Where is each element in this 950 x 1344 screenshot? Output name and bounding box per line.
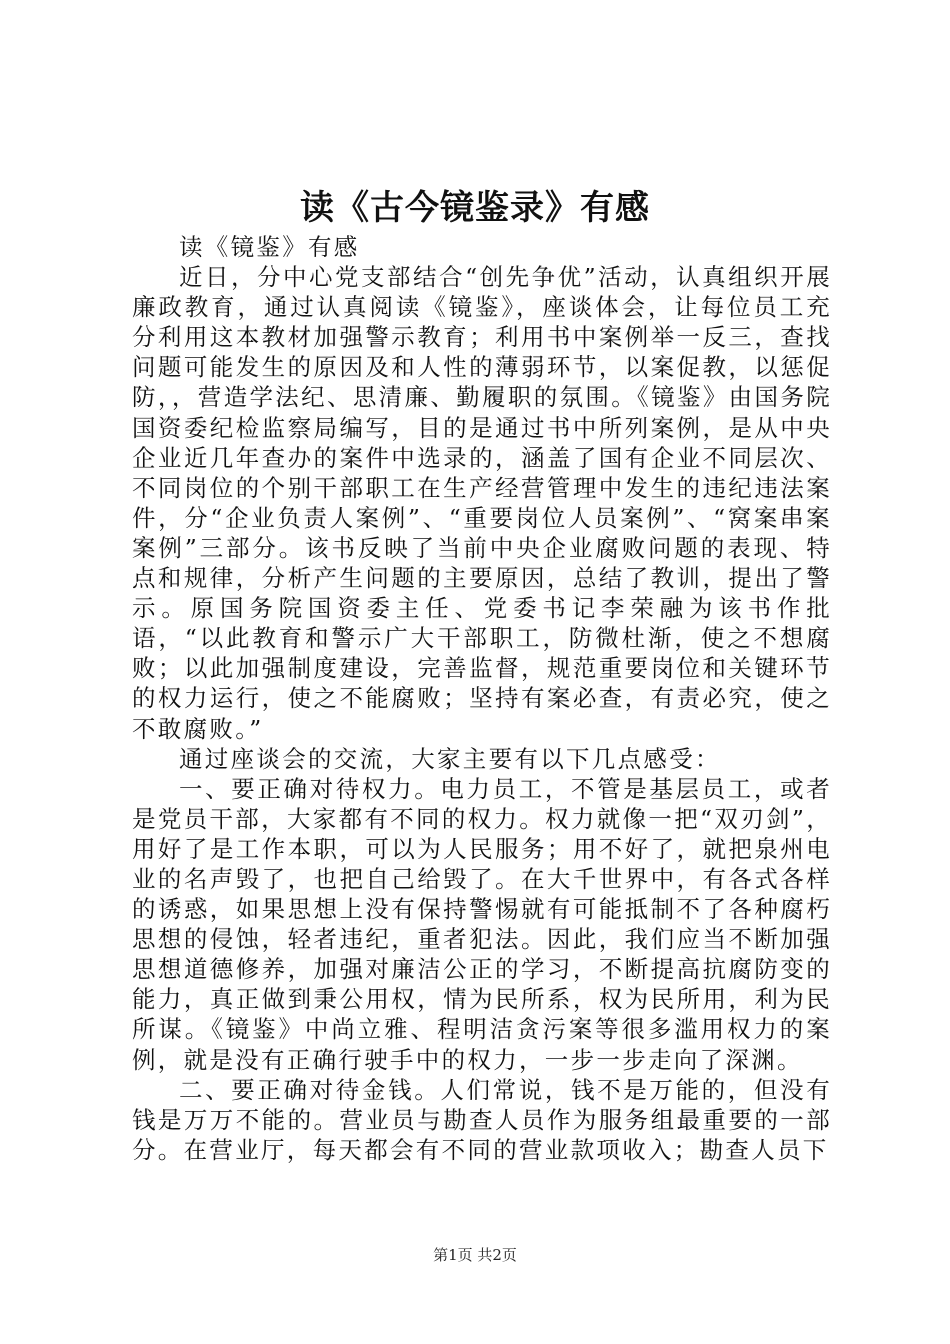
paragraph-summary: 通过座谈会的交流，大家主要有以下几点感受： xyxy=(179,744,721,773)
paragraph-subtitle: 读《镜鉴》有感 xyxy=(179,233,360,261)
document-title: 读《古今镜鉴录》有感 xyxy=(300,188,650,228)
document-body xyxy=(132,232,832,1165)
paragraph-point-1: 一、要正确对待权力。电力员工，不管是基层员工，或者是党员干部，大家都有不同的权力。权力就像一把“双刃剑”，用好了是工作本职，可以为人民服务；用不好了，就把泉州电业的名声毁了，也把自己给毁了。在大千世界中，有各式各样的诱惑，如果思想上没有保持警惕就有可能抵制不了各种腐朽思想的侵蚀，轻者违纪，重者犯法。因此，我们应当不断加强思想道德修养，加强对廉洁公正的学习，不断提高抗腐防变的能力，真正做到秉公用权，情为民所系，权为民所用，利为民所谋。《镜鉴》中尚立雅、程明洁贪污案等很多滥用权力的案例，就是没有正确行驶手中的权力，一步一步走向了深渊。 xyxy=(132,774,832,1074)
paragraph-intro: 近日，分中心党支部结合“创先争优”活动，认真组织开展廉政教育，通过认真阅读《镜鉴》，座谈体会，让每位员工充分利用这本教材加强警示教育；利用书中案例举一反三，查找问题可能发生的原因及和人性的薄弱环节，以案促教，以惩促防，，营造学法纪、思清廉、勤履职的氛围。《镜鉴》由国务院国资委纪检监察局编写，目的是通过书中所列案例，是从中央企业近几年查办的案件中选录的，涵盖了国有企业不同层次、不同岗位的个别干部职工在生产经营管理中发生的违纪违法案件，分“企业负责人案例”、“重要岗位人员案例”、“窝案串案案例”三部分。该书反映了当前中央企业腐败问题的表现、特点和规律，分析产生问题的主要原因，总结了教训，提出了警示。原国务院国资委主任、党委书记李荣融为该书作批语，“以此教育和警示广大干部职工，防微杜渐，使之不想腐败；以此加强制度建设，完善监督，规范重要岗位和关键环节的权力运行，使之不能腐败；坚持有案必查，有责必究，使之不敢腐败。” xyxy=(132,263,832,743)
paragraph-point-2: 二、要正确对待金钱。人们常说，钱不是万能的，但没有钱是万万不能的。营业员与勘查人员作为服务组最重要的一部分。在营业厅，每天都会有不同的营业款项收入；勘查人员下 xyxy=(132,1075,832,1164)
page-footer: 第1页 共2页 xyxy=(433,1246,517,1264)
